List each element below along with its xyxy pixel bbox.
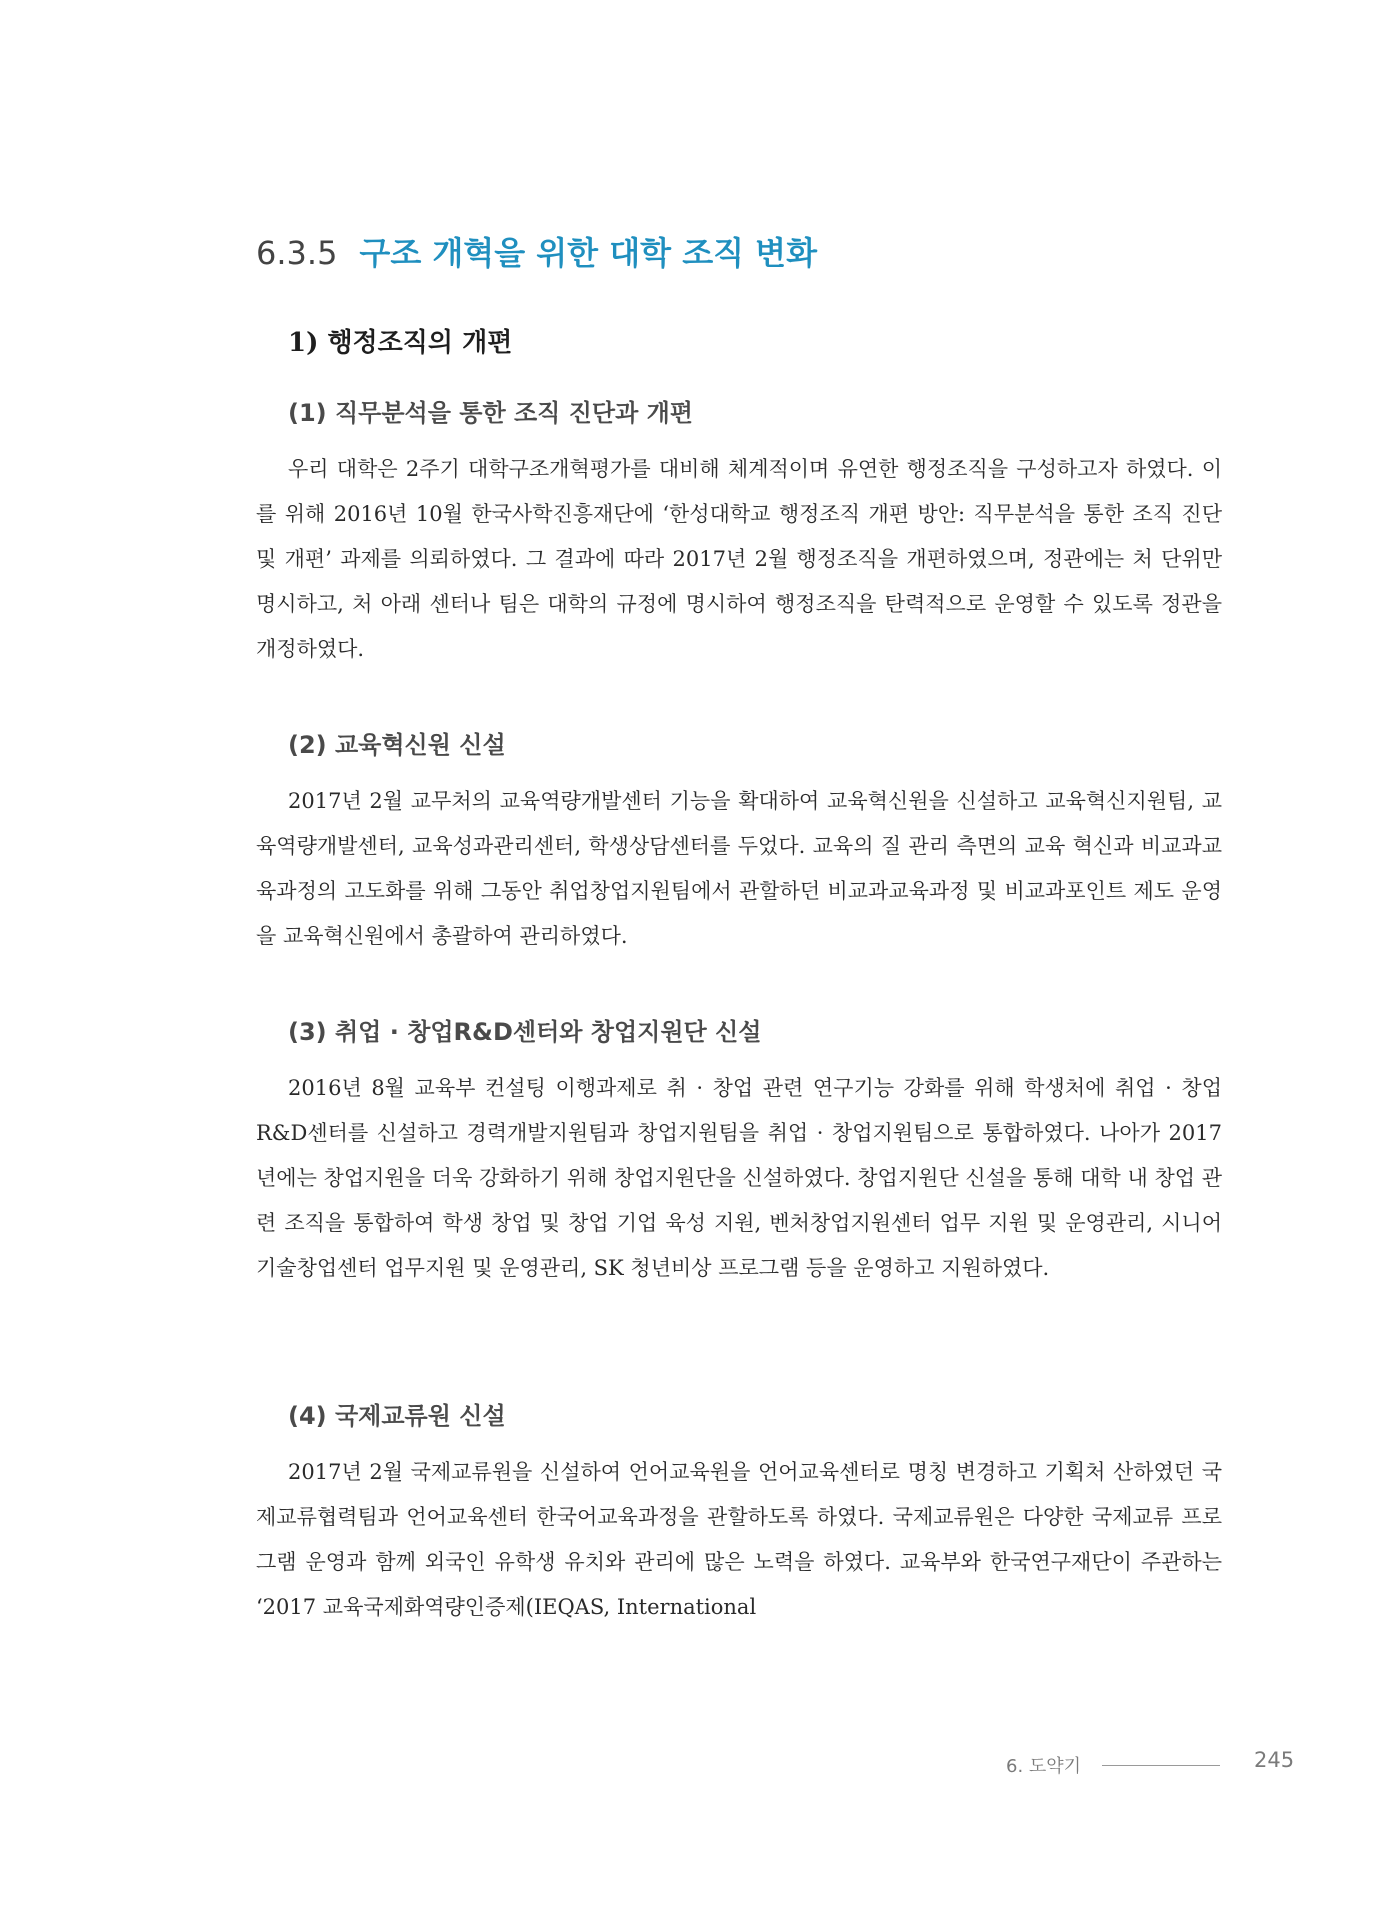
footer-divider <box>1102 1765 1220 1766</box>
footer-chapter-label: 6. 도약기 <box>1006 1756 1082 1777</box>
item-body-paragraph: 우리 대학은 2주기 대학구조개혁평가를 대비해 체계적이며 유연한 행정조직을 구성하고자 하였다. 이를 위해 2016년 10월 한국사학진흥재단에 ‘한성대학교 행정조직 개편 방안: 직무분석을 통한 조직 진단 및 개편’ 과제를 의뢰하였다. 그 결과에 따라 2017년 2월 행정조직을 개편하였으며, 정관에는 처 단위만 명시하고, 처 아래 센터나 팀은 대학의 규정에 명시하여 행정조직을 탄력적으로 운영할 수 있도록 정관을 개정하였다. <box>256 457 1222 661</box>
item-education-innovation <box>256 725 1222 959</box>
item-international-exchange <box>256 1396 1222 1630</box>
section-title: 구조 개혁을 위한 대학 조직 변화 <box>359 234 817 272</box>
item-title: (4) 국제교류원 신설 <box>288 1402 506 1430</box>
section-heading <box>256 228 817 274</box>
item-body-paragraph: 2017년 2월 국제교류원을 신설하여 언어교육원을 언어교육센터로 명칭 변경하고 기획처 산하였던 국제교류협력팀과 언어교육센터 한국어교육과정을 관할하도록 하였다. 국제교류원은 다양한 국제교류 프로그램 운영과 함께 외국인 유학생 유치와 관리에 많은 노력을 하였다. 교육부와 한국연구재단이 주관하는 ‘2017 교육국제화역량인증제(IEQAS, International <box>256 1460 1222 1619</box>
item-body-paragraph: 2017년 2월 교무처의 교육역량개발센터 기능을 확대하여 교육혁신원을 신설하고 교육혁신지원팀, 교육역량개발센터, 교육성과관리센터, 학생상담센터를 두었다. 교육의 질 관리 측면의 교육 혁신과 비교과교육과정의 고도화를 위해 그동안 취업창업지원팀에서 관할하던 비교과교육과정 및 비교과포인트 제도 운영을 교육혁신원에서 총괄하여 관리하였다. <box>256 789 1222 948</box>
item-title: (1) 직무분석을 통한 조직 진단과 개편 <box>288 399 693 427</box>
item-startup-center <box>256 1012 1222 1291</box>
item-title: (3) 취업 · 창업R&D센터와 창업지원단 신설 <box>288 1018 762 1046</box>
item-title: (2) 교육혁신원 신설 <box>288 731 506 759</box>
section-number: 6.3.5 <box>256 234 338 272</box>
subsection-title: 1) 행정조직의 개편 <box>288 328 513 358</box>
page-number: 245 <box>1254 1748 1295 1772</box>
item-body-paragraph: 2016년 8월 교육부 컨설팅 이행과제로 취 · 창업 관련 연구기능 강화를 위해 학생처에 취업 · 창업R&D센터를 신설하고 경력개발지원팀과 창업지원팀을 취업 · 창업지원팀으로 통합하였다. 나아가 2017년에는 창업지원을 더욱 강화하기 위해 창업지원단을 신설하였다. 창업지원단 신설을 통해 대학 내 창업 관련 조직을 통합하여 학생 창업 및 창업 기업 육성 지원, 벤처창업지원센터 업무 지원 및 운영관리, 시니어 기술창업센터 업무지원 및 운영관리, SK 청년비상 프로그램 등을 운영하고 지원하였다. <box>256 1076 1222 1280</box>
item-job-analysis <box>256 393 1222 672</box>
